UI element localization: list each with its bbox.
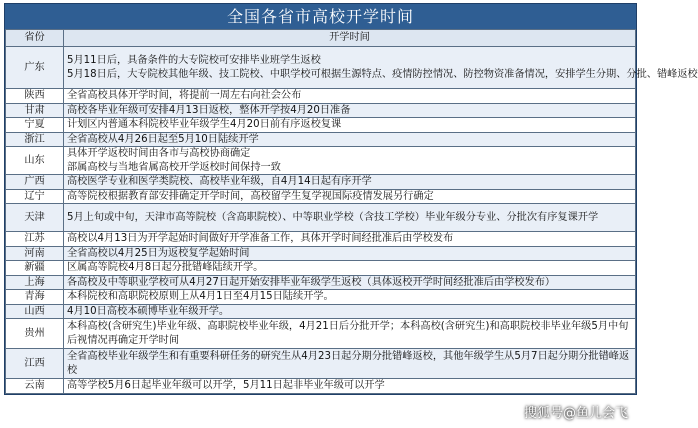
time-cell (64, 118, 636, 133)
province-cell: 山西 (6, 304, 64, 319)
watermark: 搜狐号@鱼儿会飞 (523, 406, 628, 421)
time-text: 全省高校以4月25日为返校复学起始时间 (67, 247, 250, 259)
time-cell (64, 261, 636, 276)
province-cell: 新疆 (6, 261, 64, 276)
province-cell: 江西 (6, 349, 64, 379)
time-cell (64, 304, 636, 319)
table-row (6, 290, 636, 305)
province-cell: 贵州 (6, 319, 64, 349)
table-row (6, 349, 636, 379)
time-text: 全省高校毕业年级学生和有重要科研任务的研究生从4月23日起分期分批错峰返校，其他年级学生从5月7日起分期分批错峰返校 (67, 351, 630, 376)
province-cell: 广东 (6, 47, 64, 89)
header-time: 开学时间 (64, 30, 636, 47)
table-row (6, 204, 636, 232)
time-cell (64, 349, 636, 379)
time-cell (64, 89, 636, 104)
header-province: 省份 (6, 30, 64, 47)
province-cell: 天津 (6, 204, 64, 232)
province-cell: 广西 (6, 175, 64, 190)
table-row (6, 47, 636, 89)
schedule-sheet (4, 3, 698, 395)
time-text: 高等院校根据教育部安排确定开学时间，高校留学生复学视国际疫情发展另行确定 (67, 190, 434, 202)
table-title: 全国各省市高校开学时间 (5, 4, 636, 29)
time-cell (64, 379, 636, 394)
time-cell (64, 47, 698, 89)
province-cell: 辽宁 (6, 189, 64, 204)
time-text: 各高校及中等职业学校可从4月27日起开始安排毕业年级学生返校（具体返校开学时间经批准后由学校发布） (67, 276, 556, 288)
time-text: 高校各毕业年级可安排4月13日返校，整体开学按4月20日准备 (67, 104, 351, 116)
time-text: 高校医学专业和医学类院校、高校毕业年级，自4月14日起有序开学 (67, 176, 372, 187)
time-text: 本科院校和高职院校原则上从4月1日至4月15日陆续开学。 (67, 291, 334, 302)
time-cell (64, 147, 636, 175)
table-row (6, 118, 636, 133)
table-row (6, 304, 636, 319)
time-cell (64, 204, 636, 232)
time-cell (64, 275, 636, 290)
province-cell: 宁夏 (6, 118, 64, 133)
province-cell: 甘肃 (6, 103, 64, 118)
province-cell: 山东 (6, 147, 64, 175)
time-text: 5月18日后，大专院校其他年级、技工院校、中职学校可根据生源特点、疫情防控情况、防控物资准备情况，安排学生分期、分批、错峰返校 (67, 68, 698, 80)
time-text: 高校以4月13日为开学起始时间做好开学准备工作，具体开学时间经批准后由学校发布 (67, 233, 454, 244)
table-row (6, 275, 636, 290)
table-row (6, 175, 636, 190)
table-row (6, 246, 636, 261)
time-cell (64, 319, 636, 349)
time-text: 区属高等院校4月8日起分批错峰陆续开学。 (67, 262, 264, 273)
table-row (6, 132, 636, 147)
table-row (6, 189, 636, 204)
table-row (6, 232, 636, 247)
table-row (6, 379, 636, 394)
time-text: 计划区内普通本科院校毕业年级学生4月20日前有序返校复课 (67, 119, 342, 130)
table-row (6, 89, 636, 104)
table-row (6, 261, 636, 276)
province-cell: 上海 (6, 275, 64, 290)
time-text: 高等学校5月6日起毕业年级可以开学，5月11日起非毕业年级可以开学 (67, 380, 385, 391)
header-row (6, 30, 636, 47)
table-row (6, 147, 636, 175)
time-text: 部属高校与当地省属高校开学返校时间保持一致 (67, 161, 281, 173)
province-cell: 江苏 (6, 232, 64, 247)
table-row (6, 103, 636, 118)
time-cell (64, 246, 636, 261)
table-body (6, 47, 698, 394)
province-cell: 云南 (6, 379, 64, 394)
table-row (6, 319, 636, 349)
time-text: 全省高校具体开学时间，将提前一周左右向社会公布 (67, 90, 302, 101)
province-cell: 青海 (6, 290, 64, 305)
time-cell (64, 103, 636, 118)
schedule-table (5, 29, 698, 394)
time-text: 5月11日后，具备条件的大专院校可安排毕业班学生返校 (67, 55, 321, 66)
province-cell: 浙江 (6, 132, 64, 147)
time-cell (64, 189, 636, 204)
time-cell (64, 290, 636, 305)
province-cell: 陕西 (6, 89, 64, 104)
time-text: 具体开学返校时间由各市与高校协商确定 (67, 148, 251, 159)
province-cell: 河南 (6, 246, 64, 261)
time-text: 4月10日高校本硕博毕业年级开学。 (67, 305, 230, 317)
time-text: 全省高校从4月26日起至5月10日陆续开学 (67, 133, 259, 145)
time-cell (64, 132, 636, 147)
time-text: 本科高校(含研究生)毕业年级、高职院校毕业年级，4月21日后分批开学；本科高校(含研究生)和高职院校非毕业年级5月中旬后视情况再确定开学时间 (67, 321, 629, 346)
time-text: 5月上旬或中旬，天津市高等院校（含高职院校）、中等职业学校（含技工学校）毕业年级分专业、分批次有序复课开学 (67, 211, 599, 223)
time-cell (64, 175, 636, 190)
time-cell (64, 232, 636, 247)
